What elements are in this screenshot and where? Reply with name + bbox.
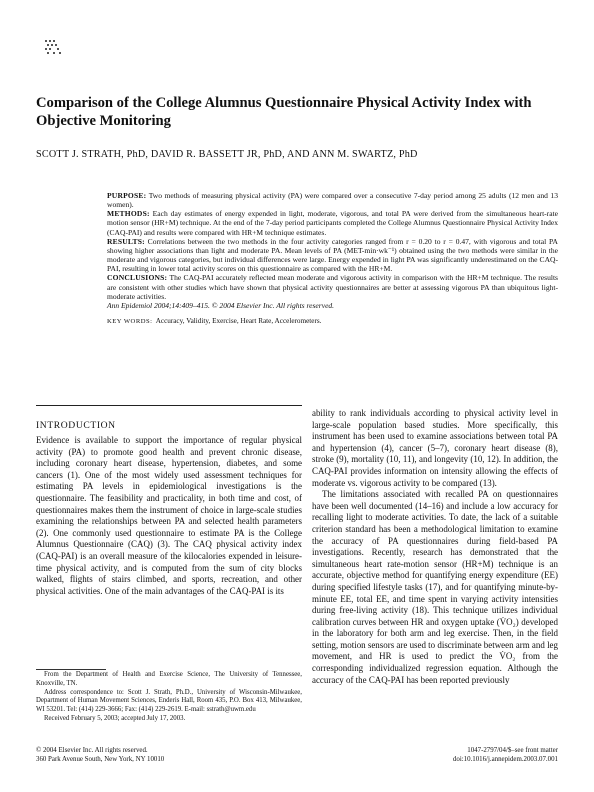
citation: Ann Epidemiol 2004;14:409–415. © 2004 Elsevier Inc. All rights reserved. [107,300,335,310]
affiliation-note: From the Department of Health and Exercise Science, The University of Tennessee, Knoxville, TN. [36,671,302,687]
footnotes [36,671,302,724]
left-column-text [36,435,302,597]
intro-paragraph-2: The limitations associated with recalled PA on questionnaires have been well documented (14–16) and include a low accuracy for recalling light to moderate activities. To date, the lack of a suitable criterion standard has been a methodological limitation to examine the accuracy of PA questionnaires during field-based PA investigations. Recently, research has demonstrated that the simultaneous heart rate-motion sensor (HR+M) technique is an accurate, objective method for quantifying energy expenditure (EE) during specified lifestyle tasks (17), and for quantifying minute-by-minute EE, total EE, and time spent in varying activity intensities during free-living activity (18). This technique utilizes individual calibration curves between HR and oxygen uptake (V̇O₂) developed in the laboratory for both arm and leg exercise. Then, in the field setting, motion sensors are used to discriminate between arm and leg movement, and HR is used to predict the V̇O₂ from the corresponding individualized regression equation. Although the accuracy of the CAQ-PAI has been reported previously [312,489,558,685]
doi-block [360,747,558,765]
abstract-purpose [107,191,558,209]
publisher-address: 360 Park Avenue South, New York, NY 10010 [36,755,165,763]
abstract-results [107,237,558,274]
results-text: Correlations between the two methods in the four activity categories ranged from r = 0.20 to r = 0.47, with vigorous and total PA showing higher associations than light and moderate PA. Mean levels of PA (MET-min·wk⁻¹) obtained using the two methods were similar in the moderate and vigorous categories, but individual differences were large. Energy expended in light PA was significantly underestimated on the CAQ-PAI, resulting in lower total activity scores on this questionnaire as compared with the HR+M. [107,236,558,274]
methods-label: METHODS: [107,209,150,219]
introduction-heading: INTRODUCTION [36,420,116,431]
received-note: Received February 5, 2003; accepted July 17, 2003. [44,714,186,722]
article-title: Comparison of the College Alumnus Questionnaire Physical Activity Index with Objective Monitoring [36,95,532,129]
abstract [107,191,558,326]
issn-line: 1047-2797/04/$–see front matter [467,747,558,754]
abstract-methods [107,209,558,236]
copyright-block [36,747,296,765]
footnote-divider [36,669,106,670]
purpose-label: PURPOSE: [107,191,147,200]
right-column-text [312,408,558,686]
correspondence-note: Address correspondence to: Scott J. Strath, Ph.D., University of Wisconsin-Milwaukee, Department of Human Movement Sciences, Enderis Hall, Room 435, P.O. Box 413, Milwaukee, WI 53201. Tel: (414) 229-3666; Fax: (414) 229-2619. E-mail: sstrath@uwm.edu [36,688,302,714]
doi-line: doi:10.1016/j.annepidem.2003.07.001 [452,755,558,763]
publisher-logo [44,38,68,58]
section-divider [36,405,302,406]
keywords-label: KEY WORDS: [107,318,153,326]
purpose-text: Two methods of measuring physical activity (PA) were compared over a consecutive 7-day period among 25 adults (12 men and 13 women). [107,191,558,210]
conclusions-label: CONCLUSIONS: [107,273,168,283]
intro-paragraph-1-cont: ability to rank individuals according to physical activity level in large-scale population based studies. More specifically, this instrument has been used to examine associations between total PA and hypertension (4), cancer (5–7), coronary heart disease (8), stroke (9), mortality (10, 11), and longevity (10, 12). In addition, the CAQ-PAI provides information on intensity allowing the effects of moderate vs. vigorous activity to be compared (13). [312,408,558,488]
author-list: SCOTT J. STRATH, PhD, DAVID R. BASSETT JR, PhD, AND ANN M. SWARTZ, PhD [36,149,418,160]
methods-text: Each day estimates of energy expended in light, moderate, vigorous, and total PA were derived from the simultaneous heart-rate motion sensor (HR+M) technique. At the end of the 7-day period participants completed the College Alumnus Questionnaire Physical Activity Index (CAQ-PAI) and results were compared with HR+M technique estimates. [107,209,558,237]
copyright-line: © 2004 Elsevier Inc. All rights reserved. [36,747,148,754]
conclusions-text: The CAQ-PAI accurately reflected mean moderate and vigorous activity in comparison with the HR+M technique. The results are consistent with other studies which have shown that physical activity questionnaires are better at assessing vigorous PA than ubiquitous light-moderate activities. [107,273,558,301]
keywords [107,317,558,326]
keywords-text: Accuracy, Validity, Exercise, Heart Rate, Accelerometers. [155,317,322,326]
intro-paragraph-1: Evidence is available to support the importance of regular physical activity (PA) to promote good health and prevent chronic disease, including coronary heart disease, hypertension, diabetes, and some cancers (1). One of the most widely used assessment techniques for estimating PA levels in epidemiological investigations is the questionnaire. The feasibility and practicality, in both time and cost, of questionnaires makes them the instrument of choice in large-scale studies examining the relationships between PA and selected health parameters (2). One commonly used questionnaire to estimate PA is the College Alumnus Questionnaire (CAQ) (3). The CAQ physical activity index (CAQ-PAI) is an overall measure of the kilocalories expended in leisure-time physical activity, and is computed from the sum of city blocks walked, flights of stairs climbed, and sports, recreation, and other physical activities. One of the main advantages of the CAQ-PAI is its [36,435,302,596]
abstract-conclusions [107,273,558,300]
results-label: RESULTS: [107,236,145,246]
